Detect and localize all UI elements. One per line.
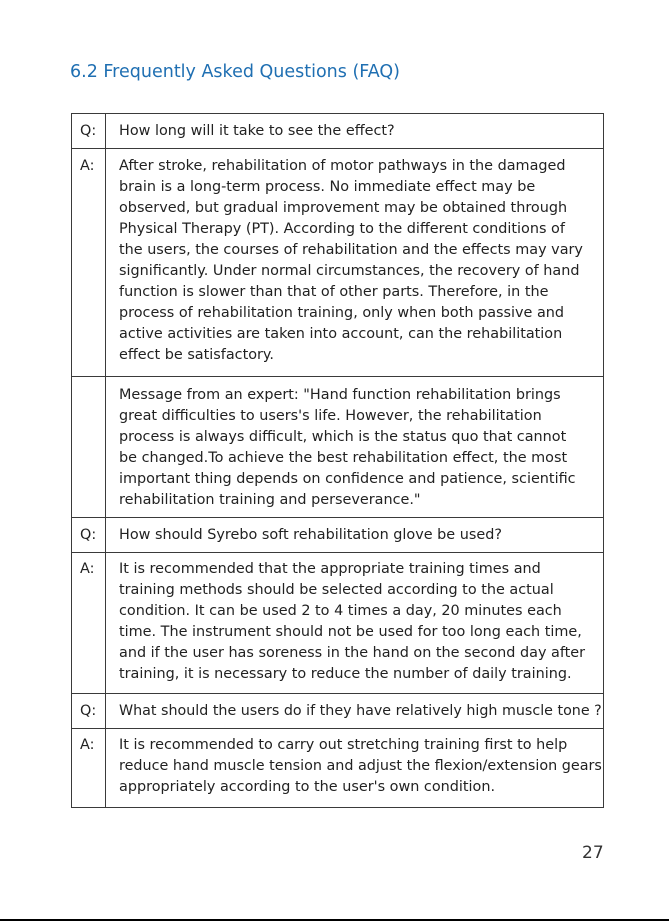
question-text: What should the users do if they have relatively high muscle tone ? [106, 694, 604, 729]
answer-line: significantly. Under normal circumstances, the recovery of hand [119, 263, 580, 279]
answer-line: Physical Therapy (PT). According to the different conditions of [119, 221, 565, 237]
note-line: Message from an expert: "Hand function rehabilitation brings [119, 387, 561, 403]
answer-line: time. The instrument should not be used for too long each time, [119, 624, 582, 640]
note-line: great difficulties to users's life. However, the rehabilitation [119, 408, 542, 424]
answer-line: It is recommended to carry out stretching training first to help [119, 737, 568, 753]
answer-key: A: [72, 553, 106, 694]
section-title: 6.2 Frequently Asked Questions (FAQ) [70, 62, 401, 82]
answer-line: After stroke, rehabilitation of motor pathways in the damaged [119, 158, 566, 174]
answer-line: active activities are taken into account, can the rehabilitation [119, 326, 563, 342]
answer-line: training, it is necessary to reduce the number of daily training. [119, 666, 572, 682]
question-key: Q: [72, 114, 106, 149]
answer-line: It is recommended that the appropriate training times and [119, 561, 541, 577]
page-number: 27 [582, 843, 604, 863]
answer-line: condition. It can be used 2 to 4 times a day, 20 minutes each [119, 603, 562, 619]
faq-question-row [72, 114, 604, 149]
answer-line: brain is a long-term process. No immediate effect may be [119, 179, 536, 195]
answer-line: observed, but gradual improvement may be obtained through [119, 200, 568, 216]
note-line: rehabilitation training and perseverance." [119, 492, 421, 508]
answer-line: function is slower than that of other parts. Therefore, in the [119, 284, 549, 300]
question-key: Q: [72, 518, 106, 553]
answer-key: A: [72, 729, 106, 808]
answer-text [106, 729, 604, 808]
question-key: Q: [72, 694, 106, 729]
note-line: process is always difficult, which is the status quo that cannot [119, 429, 567, 445]
answer-line: effect be satisfactory. [119, 347, 274, 363]
faq-expert-note-row [72, 377, 604, 518]
faq-question-row [72, 694, 604, 729]
question-text: How should Syrebo soft rehabilitation glove be used? [106, 518, 604, 553]
answer-text [106, 149, 604, 377]
faq-question-row [72, 518, 604, 553]
answer-line: process of rehabilitation training, only when both passive and [119, 305, 565, 321]
faq-answer-row [72, 553, 604, 694]
answer-line: training methods should be selected according to the actual [119, 582, 554, 598]
empty-key-cell [72, 377, 106, 518]
faq-table [71, 113, 604, 808]
answer-line: and if the user has soreness in the hand on the second day after [119, 645, 586, 661]
answer-text [106, 553, 604, 694]
note-line: important thing depends on confidence and patience, scientific [119, 471, 576, 487]
answer-line: reduce hand muscle tension and adjust the flexion/extension gears [119, 758, 602, 774]
expert-note-text [106, 377, 604, 518]
answer-line: appropriately according to the user's own condition. [119, 779, 496, 795]
faq-answer-row [72, 149, 604, 377]
answer-line: the users, the courses of rehabilitation and the effects may vary [119, 242, 583, 258]
faq-answer-row [72, 729, 604, 808]
note-line: be changed.To achieve the best rehabilitation effect, the most [119, 450, 568, 466]
answer-key: A: [72, 149, 106, 377]
question-text: How long will it take to see the effect? [106, 114, 604, 149]
